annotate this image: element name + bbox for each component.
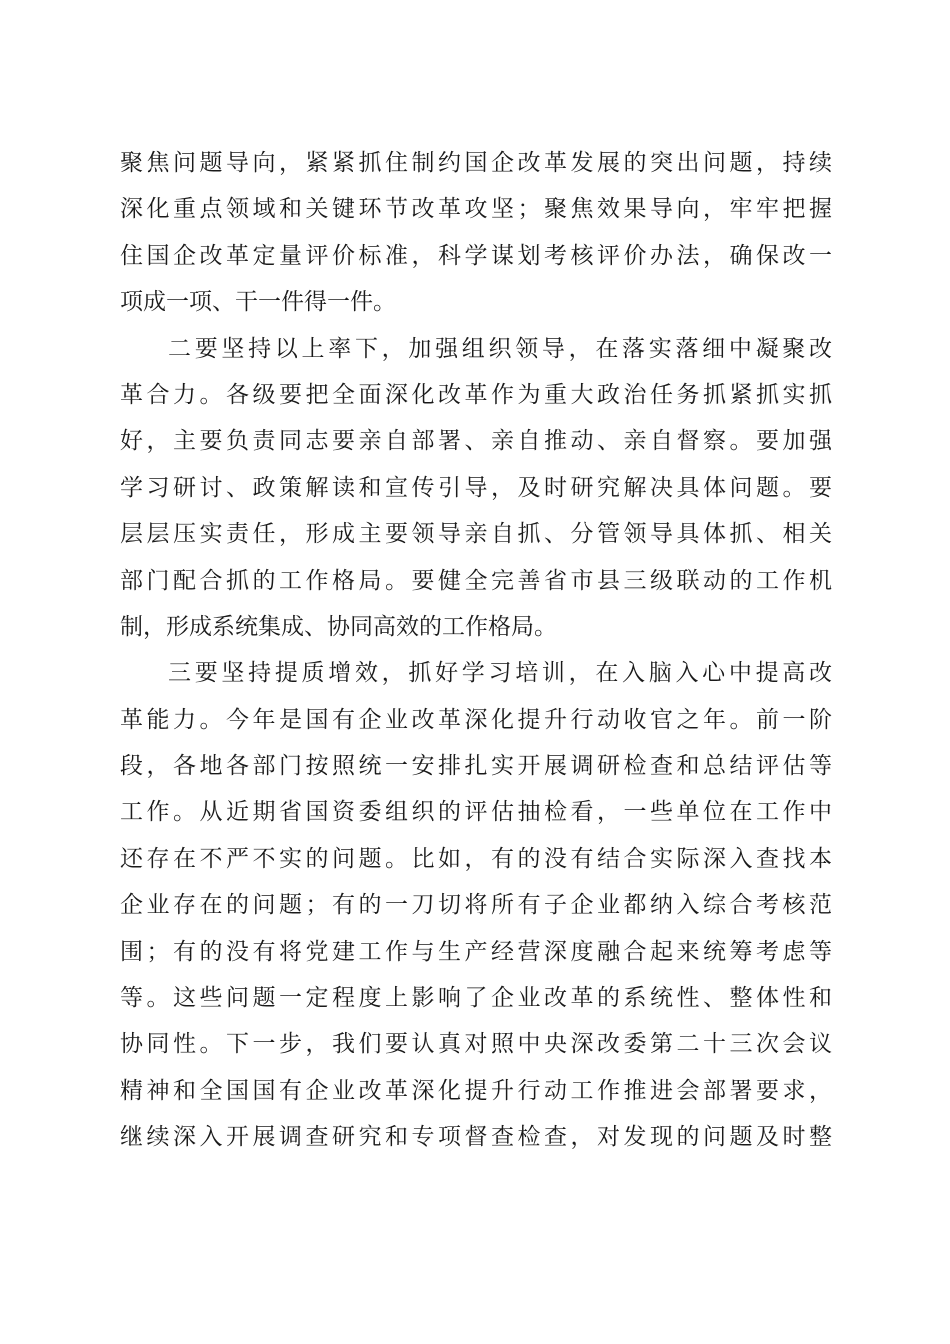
paragraph-line: 项成一项、干一件得一件。 — [120, 289, 396, 316]
paragraph-line: 二要坚持以上率下，加强组织领导，在落实落细中凝聚改 — [168, 335, 832, 362]
paragraph-1 — [120, 140, 832, 326]
paragraph-line: 段，各地各部门按照统一安排扎实开展调研检查和总结评估等 — [120, 753, 832, 780]
paragraph-line: 制，形成系统集成、协同高效的工作格局。 — [120, 613, 557, 640]
document-body — [120, 140, 832, 1161]
paragraph-line: 围；有的没有将党建工作与生产经营深度融合起来统筹考虑等 — [120, 938, 832, 965]
paragraph-line: 深化重点领域和关键环节改革攻坚；聚焦效果导向，牢牢把握 — [120, 196, 832, 223]
paragraph-line: 学习研讨、政策解读和宣传引导，及时研究解决具体问题。要 — [120, 474, 832, 501]
paragraph-line: 企业存在的问题；有的一刀切将所有子企业都纳入综合考核范 — [120, 892, 832, 919]
paragraph-2 — [120, 326, 832, 651]
paragraph-line: 聚焦问题导向，紧紧抓住制约国企改革发展的突出问题，持续 — [120, 150, 832, 176]
paragraph-line: 协同性。下一步，我们要认真对照中央深改委第二十三次会议 — [120, 1031, 832, 1058]
paragraph-line: 层层压实责任，形成主要领导亲自抓、分管领导具体抓、相关 — [120, 521, 832, 548]
paragraph-line: 精神和全国国有企业改革深化提升行动工作推进会部署要求， — [120, 1077, 832, 1104]
paragraph-line: 住国企改革定量评价标准，科学谋划考核评价办法，确保改一 — [120, 242, 832, 269]
paragraph-line: 革合力。各级要把全面深化改革作为重大政治任务抓紧抓实抓 — [120, 381, 832, 408]
paragraph-line: 部门配合抓的工作格局。要健全完善省市县三级联动的工作机 — [120, 567, 832, 594]
paragraph-line: 继续深入开展调查研究和专项督查检查，对发现的问题及时整 — [120, 1124, 832, 1151]
paragraph-line: 革能力。今年是国有企业改革深化提升行动收官之年。前一阶 — [120, 706, 832, 733]
paragraph-line: 还存在不严不实的问题。比如，有的没有结合实际深入查找本 — [120, 845, 832, 872]
paragraph-line: 等。这些问题一定程度上影响了企业改革的系统性、整体性和 — [120, 985, 832, 1012]
paragraph-3 — [120, 650, 832, 1160]
paragraph-line: 好，主要负责同志要亲自部署、亲自推动、亲自督察。要加强 — [120, 428, 832, 455]
paragraph-line: 三要坚持提质增效，抓好学习培训，在入脑入心中提高改 — [168, 660, 832, 687]
paragraph-line: 工作。从近期省国资委组织的评估抽检看，一些单位在工作中 — [120, 799, 832, 826]
